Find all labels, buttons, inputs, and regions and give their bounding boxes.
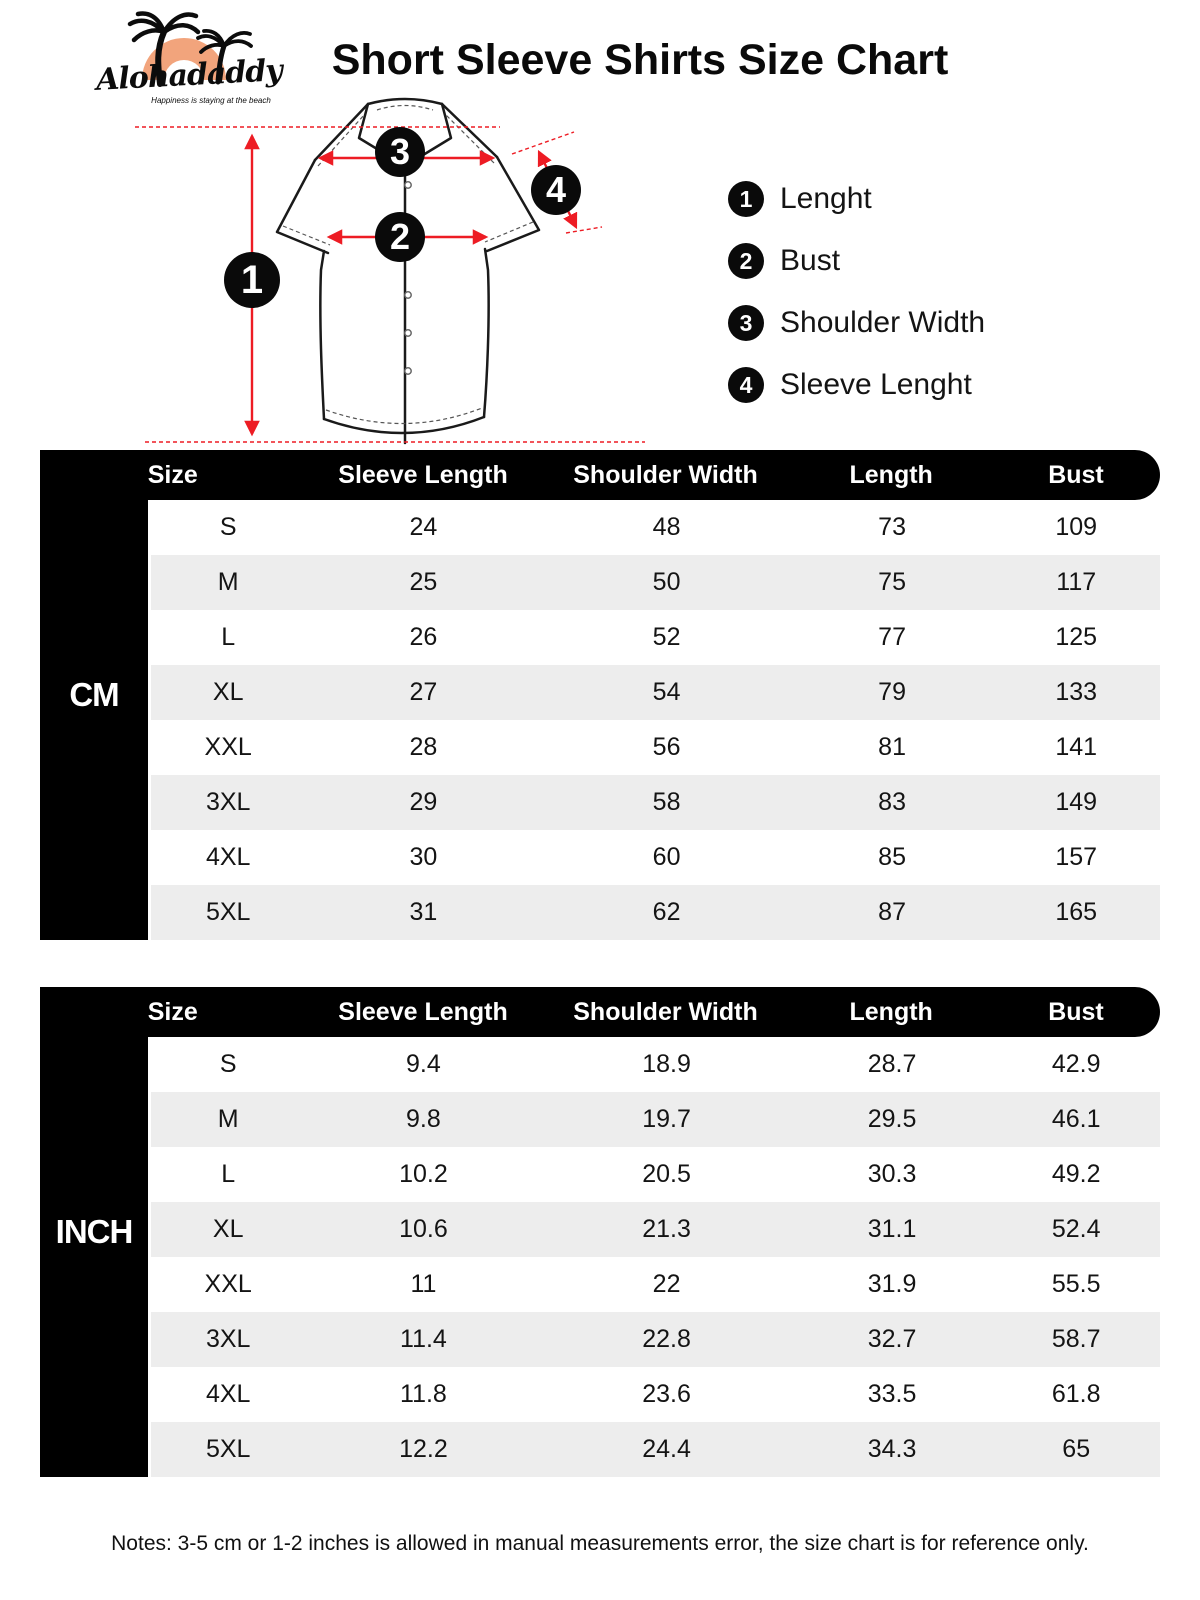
measurement-badge-1	[224, 252, 280, 308]
brand-tagline: Happiness is staying at the beach	[151, 96, 271, 105]
table-cell: 24	[409, 513, 438, 541]
table-cell: 5XL	[205, 898, 251, 926]
table-cell: 19.7	[642, 1105, 691, 1133]
table-cell: 18.9	[642, 1050, 691, 1078]
table-cell: 65	[1062, 1435, 1091, 1463]
table-row	[151, 1092, 1160, 1147]
legend-item	[728, 366, 985, 404]
table-cell: 4XL	[205, 1380, 251, 1408]
table-cell: 11.4	[400, 1325, 447, 1353]
table-cell: 22	[652, 1270, 681, 1298]
column-header: Sleeve Length	[338, 460, 508, 489]
table-cell: 23.6	[642, 1380, 691, 1408]
table-cell: 58.7	[1051, 1325, 1101, 1353]
table-cell: 87	[878, 898, 906, 926]
table-cell: 81	[878, 733, 906, 761]
legend-item	[728, 242, 985, 280]
table-cell: 77	[878, 623, 906, 651]
legend-number-badge: 2	[728, 243, 764, 279]
table-cell: 11	[410, 1270, 437, 1298]
table-cell: 83	[878, 788, 906, 816]
table-row	[151, 610, 1160, 665]
table-cell: 29.5	[867, 1105, 917, 1133]
unit-band	[40, 987, 148, 1477]
table-cell: 22.8	[642, 1325, 691, 1353]
legend-number-badge: 3	[728, 305, 764, 341]
table-row	[151, 885, 1160, 940]
table-cell: 85	[878, 843, 906, 871]
legend-label: Bust	[780, 244, 841, 277]
measurement-badge-2	[375, 212, 425, 262]
table-cell: 31.9	[867, 1270, 917, 1298]
table-cell: 10.2	[399, 1160, 448, 1188]
unit-label: INCH	[55, 1213, 133, 1250]
table-cell: 28	[409, 733, 438, 761]
table-cell: M	[217, 568, 239, 596]
table-cell: 149	[1055, 788, 1098, 816]
table-cell: L	[221, 623, 236, 651]
notes-text: Notes: 3-5 cm or 1-2 inches is allowed in manual measurements error, the size chart is for reference only.	[111, 1532, 1089, 1555]
column-header: Size	[147, 460, 198, 489]
table-cell: 58	[652, 788, 681, 816]
table-cell: 3XL	[205, 1325, 251, 1353]
table-header-row	[40, 450, 1160, 500]
table-cell: XL	[212, 678, 244, 706]
table-cell: 54	[652, 678, 681, 706]
table-cell: 73	[878, 513, 906, 541]
table-cell: 4XL	[205, 843, 251, 871]
table-row	[151, 1202, 1160, 1257]
table-cell: 133	[1055, 678, 1098, 706]
measurement-legend	[728, 180, 985, 428]
column-header: Shoulder Width	[573, 460, 758, 489]
table-cell: 79	[878, 678, 906, 706]
table-row	[151, 665, 1160, 720]
table-row	[151, 830, 1160, 885]
table-header-row	[40, 987, 1160, 1037]
table-cell: XXL	[204, 733, 252, 761]
column-header: Bust	[1048, 997, 1104, 1026]
table-cell: 165	[1055, 898, 1098, 926]
table-cell: 49.2	[1051, 1160, 1101, 1188]
table-cell: 50	[652, 568, 681, 596]
table-row	[151, 720, 1160, 775]
table-cell: XXL	[204, 1270, 252, 1298]
table-row	[151, 1422, 1160, 1477]
svg-text:1: 1	[240, 258, 264, 302]
column-header: Shoulder Width	[573, 997, 758, 1026]
table-cell: XL	[212, 1215, 244, 1243]
table-cell: 34.3	[867, 1435, 917, 1463]
svg-text:2: 2	[389, 216, 411, 257]
table-row	[151, 500, 1160, 555]
table-cell: 5XL	[205, 1435, 251, 1463]
page-title: Short Sleeve Shirts Size Chart	[331, 36, 949, 84]
unit-label: CM	[69, 676, 119, 713]
table-cell: 60	[652, 843, 681, 871]
table-cell: 25	[409, 568, 438, 596]
size-table-cm	[40, 450, 1160, 940]
unit-band	[40, 450, 148, 940]
measurement-badge-4	[531, 165, 581, 215]
table-cell: 21.3	[642, 1215, 691, 1243]
table-cell: 11.8	[400, 1380, 447, 1408]
legend-item	[728, 304, 985, 342]
table-row	[151, 1257, 1160, 1312]
table-cell: 10.6	[399, 1215, 448, 1243]
legend-label: Lenght	[780, 182, 872, 215]
table-row	[151, 1037, 1160, 1092]
table-cell: 52	[652, 623, 681, 651]
table-cell: 157	[1055, 843, 1098, 871]
table-cell: 30	[409, 843, 438, 871]
table-cell: L	[221, 1160, 236, 1188]
column-header: Length	[849, 460, 933, 489]
table-row	[151, 1367, 1160, 1422]
table-cell: M	[217, 1105, 239, 1133]
legend-number-badge: 1	[728, 181, 764, 217]
table-cell: 30.3	[867, 1160, 917, 1188]
column-header: Bust	[1048, 460, 1104, 489]
table-cell: 56	[652, 733, 681, 761]
shirt-diagram	[115, 88, 665, 453]
table-cell: 31.1	[867, 1215, 917, 1243]
legend-label: Sleeve Lenght	[780, 368, 972, 401]
table-row	[151, 1312, 1160, 1367]
table-cell: 48	[652, 513, 681, 541]
legend-number-badge: 4	[728, 367, 764, 403]
legend-label: Shoulder Width	[780, 306, 986, 339]
table-cell: 141	[1055, 733, 1098, 761]
table-cell: 62	[652, 898, 681, 926]
table-cell: 42.9	[1051, 1050, 1101, 1078]
table-cell: 24.4	[642, 1435, 691, 1463]
table-cell: 3XL	[205, 788, 251, 816]
table-cell: 32.7	[867, 1325, 917, 1353]
column-header: Length	[849, 997, 933, 1026]
table-cell: 29	[409, 788, 438, 816]
table-cell: 27	[409, 678, 438, 706]
table-cell: 117	[1056, 568, 1097, 596]
table-cell: 28.7	[867, 1050, 917, 1078]
column-header: Sleeve Length	[338, 997, 508, 1026]
table-cell: 125	[1055, 623, 1098, 651]
table-cell: 12.2	[399, 1435, 448, 1463]
table-cell: 61.8	[1051, 1380, 1101, 1408]
table-cell: 109	[1055, 513, 1098, 541]
measurement-badge-3	[375, 127, 425, 177]
table-cell: 33.5	[867, 1380, 917, 1408]
table-row	[151, 775, 1160, 830]
table-cell: 55.5	[1051, 1270, 1101, 1298]
brand-name: Alohadaddy	[95, 53, 283, 98]
legend-item	[728, 180, 985, 218]
table-row	[151, 555, 1160, 610]
size-table-inch	[40, 987, 1160, 1477]
svg-text:4: 4	[545, 169, 567, 210]
table-cell: 26	[409, 623, 438, 651]
table-cell: 52.4	[1051, 1215, 1101, 1243]
table-cell: S	[219, 513, 237, 541]
table-cell: 9.8	[406, 1105, 441, 1133]
table-cell: 46.1	[1051, 1105, 1101, 1133]
svg-text:3: 3	[389, 131, 411, 172]
table-row	[151, 1147, 1160, 1202]
column-header: Size	[147, 997, 198, 1026]
table-cell: 20.5	[642, 1160, 691, 1188]
table-cell: S	[219, 1050, 237, 1078]
table-cell: 9.4	[406, 1050, 441, 1078]
table-cell: 31	[409, 898, 438, 926]
table-cell: 75	[878, 568, 906, 596]
